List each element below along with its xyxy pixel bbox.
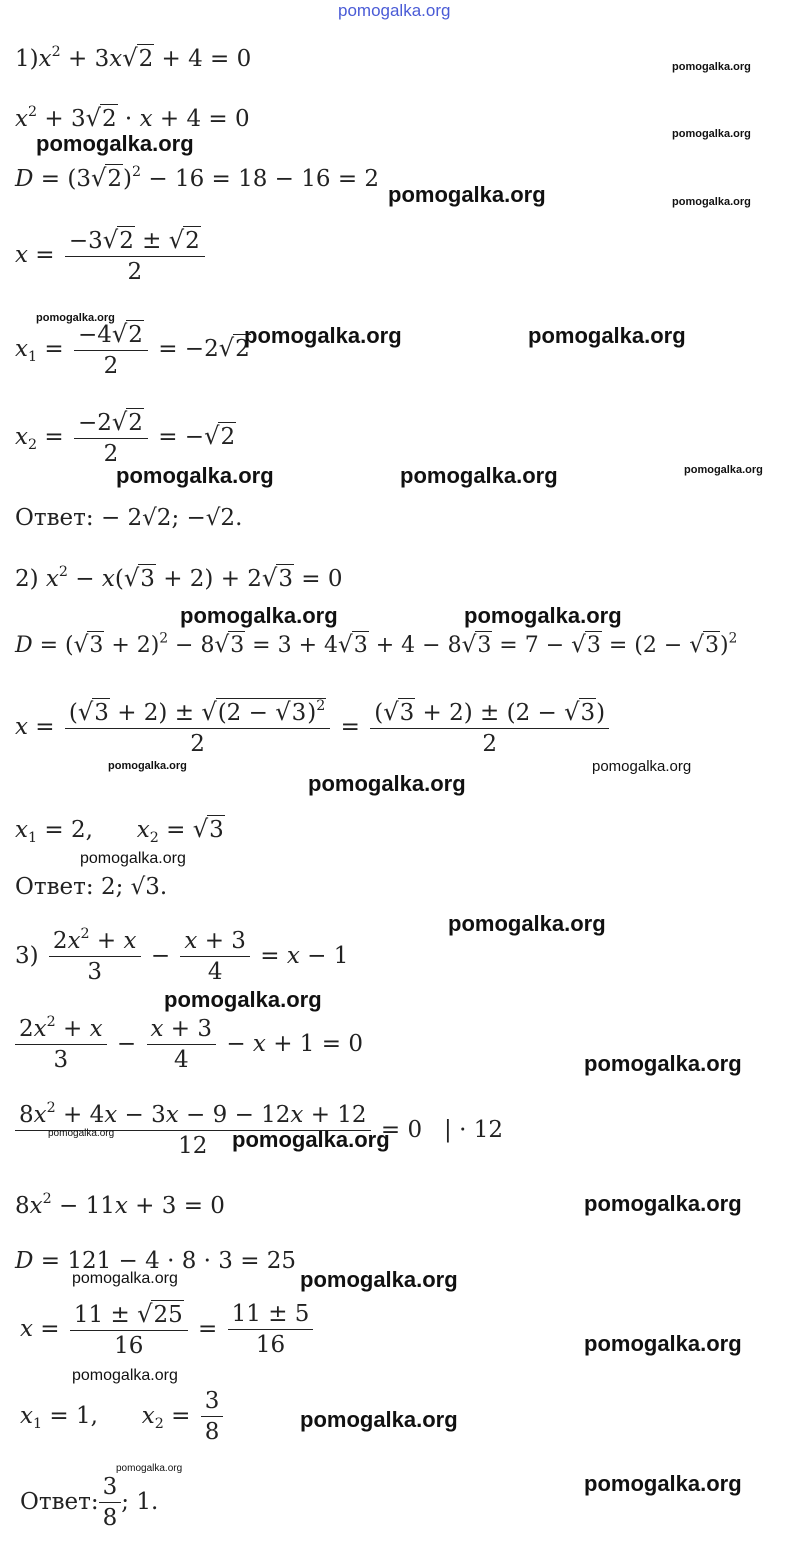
watermark: pomogalka.org <box>36 312 115 324</box>
watermark: pomogalka.org <box>116 463 274 488</box>
p2-answer-value: 2; √3. <box>100 874 168 900</box>
p3-moved: $\frac{2x^2 + x}{3}$ − $\frac{x + 3}{4}$ − x + 1 = 0 <box>15 1018 363 1072</box>
watermark: pomogalka.org <box>672 128 751 140</box>
watermark: pomogalka.org <box>80 850 186 867</box>
watermark: pomogalka.org <box>400 463 558 488</box>
p1-discriminant: $D = (3√2)^2 - 16 = 18 - 16 = 2$ <box>15 164 380 192</box>
watermark: pomogalka.org <box>448 911 606 936</box>
watermark-top[interactable]: pomogalka.org <box>338 1 451 20</box>
p2-discriminant: $D = (√3 + 2)^2 - 8√3 = 3 + 4√3 + 4 - 8√3 = 7 - √3 = (2 - √3)^2$ <box>15 630 738 658</box>
watermark: pomogalka.org <box>108 760 187 772</box>
p3-answer-label: Ответ: <box>20 1489 99 1515</box>
watermark: pomogalka.org <box>72 1367 178 1384</box>
watermark: pomogalka.org <box>388 182 546 207</box>
watermark: pomogalka.org <box>300 1407 458 1432</box>
watermark: pomogalka.org <box>300 1267 458 1292</box>
p3-answer-fraction: $\frac{3}{8}$ <box>99 1476 122 1530</box>
watermark: pomogalka.org <box>584 1051 742 1076</box>
p3-simplified: $8x^2 - 11x + 3 = 0$ <box>15 1191 225 1219</box>
watermark: pomogalka.org <box>684 464 763 476</box>
watermark: pomogalka.org <box>180 603 338 628</box>
watermark: pomogalka.org <box>116 1463 183 1474</box>
p1-rewrite: $x^2 + 3√2 \cdot x + 4 = 0$ <box>15 104 250 132</box>
p1-equation: $1)x^2 + 3x√2 + 4 = 0$ <box>15 44 252 72</box>
p1-answer-label: Ответ: <box>15 505 94 531</box>
watermark: pomogalka.org <box>584 1471 742 1496</box>
watermark: pomogalka.org <box>232 1127 390 1152</box>
p2-equation: 2) $x^2 - x(√3 + 2) + 2√3 = 0$ <box>15 564 343 592</box>
p1-answer-value: − 2√2; −√2. <box>100 505 243 531</box>
p2-roots-formula: x = $\frac{(√3 + 2) \pm √(2 - √3)^2}{2}$ = $\frac{(√3 + 2) \pm (2 - √3)}{2}$ <box>15 700 612 756</box>
p3-common-denominator: $\frac{8x^2 + 4x - 3x - 9 - 12x + 12}{12}$ = 0 | · 12 <box>15 1104 503 1158</box>
p3-discriminant: D = 121 − 4 · 8 · 3 = 25 <box>15 1248 297 1274</box>
p2-roots: $x_1 = 2$, $x_2 = √3$ <box>15 815 224 846</box>
watermark: pomogalka.org <box>584 1331 742 1356</box>
p2-answer <box>15 876 167 899</box>
watermark: pomogalka.org <box>528 323 686 348</box>
p3-roots: $x_1 = 1$, $x_2$ = $\frac{3}{8}$ <box>20 1390 226 1444</box>
watermark: pomogalka.org <box>36 131 194 156</box>
p3-answer <box>20 1476 158 1530</box>
watermark: pomogalka.org <box>48 1128 115 1139</box>
watermark: pomogalka.org <box>164 987 322 1012</box>
watermark: pomogalka.org <box>308 771 466 796</box>
p3-answer-value: ; 1. <box>121 1489 159 1515</box>
watermark: pomogalka.org <box>672 196 751 208</box>
watermark: pomogalka.org <box>464 603 622 628</box>
p2-answer-label: Ответ: <box>15 874 94 900</box>
p1-roots-formula: x = $\frac{-3√2 \pm √2}{2}$ <box>15 228 208 284</box>
p3-equation: 3) $\frac{2x^2 + x}{3}$ − $\frac{x + 3}{4}$ = x − 1 <box>15 926 349 985</box>
watermark: pomogalka.org <box>72 1270 178 1287</box>
p1-answer <box>15 507 242 530</box>
p3-roots-formula: x = $\frac{11 \pm √25}{16}$ = $\frac{11 \pm 5}{16}$ <box>20 1302 316 1358</box>
watermark: pomogalka.org <box>672 61 751 73</box>
watermark: pomogalka.org <box>244 323 402 348</box>
watermark: pomogalka.org <box>584 1191 742 1216</box>
watermark: pomogalka.org <box>592 758 692 775</box>
p1-root2: $x_2$ = $\frac{-2√2}{2}$ = −√2 <box>15 408 236 467</box>
p1-root1: $x_1$ = $\frac{-4√2}{2}$ = −2√2 <box>15 320 250 379</box>
